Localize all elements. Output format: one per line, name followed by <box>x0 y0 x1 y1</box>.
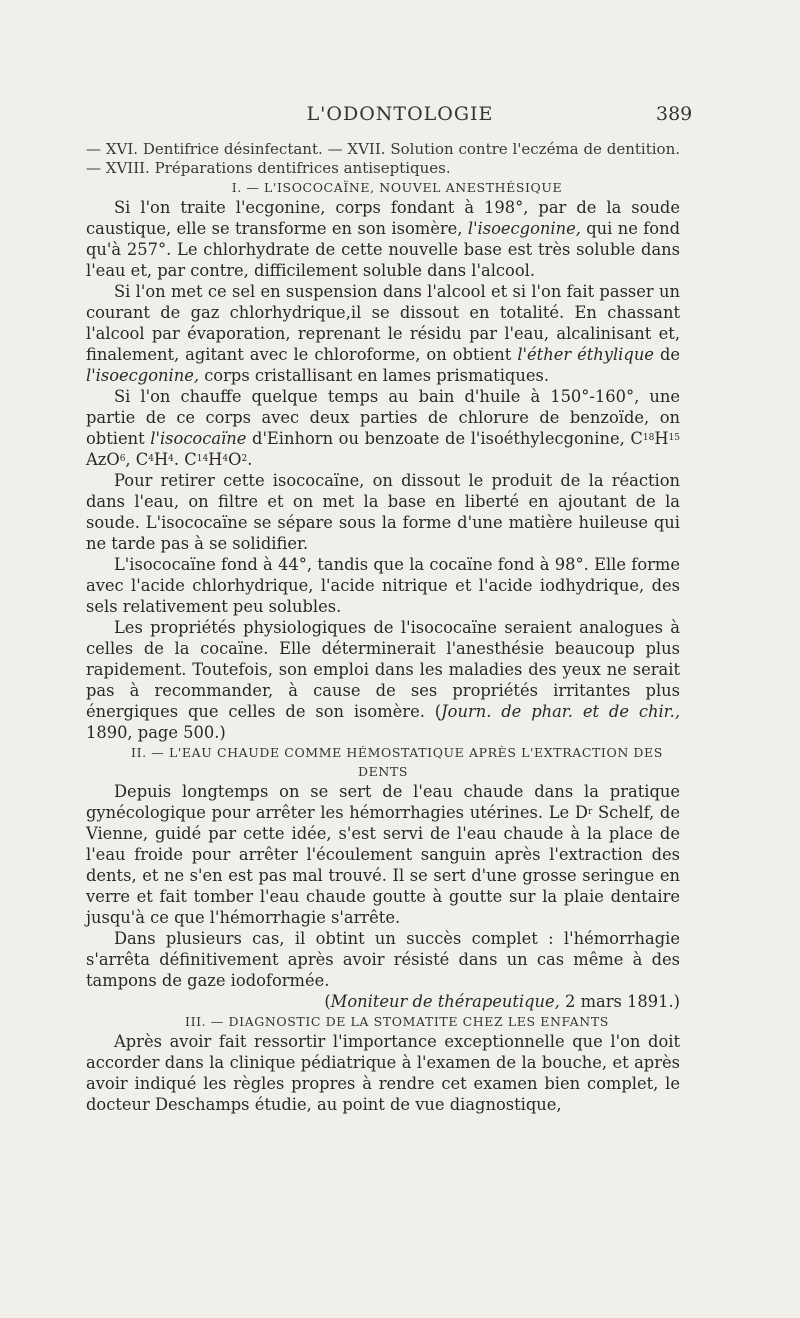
paragraph: Pour retirer cette isococaïne, on dissout le produit de la réaction dans l'eau, on filtre et on met la base en liberté en ajoutant de la soude. L'isococaïne se sépare sous la forme d'une matière huileuse qui ne tarde pas à se solidifier. <box>86 471 680 553</box>
running-header-title: L'ODONTOLOGIE <box>306 103 494 125</box>
citation: (Moniteur de thérapeutique, 2 mars 1891.) <box>324 992 680 1011</box>
page-number: 389 <box>656 103 693 125</box>
page-body <box>86 140 680 1115</box>
toc-continuation: — XVI. Dentifrice désinfectant. — XVII. Solution contre l'eczéma de dentition. — XVIII. Préparations dentifrices antiseptiques. <box>86 140 680 177</box>
paragraph: Dans plusieurs cas, il obtint un succès complet : l'hémorrhagie s'arrêta définitivement après avoir résisté dans un cas même à des tampons de gaze iodoformée. <box>86 929 680 990</box>
paragraph: Après avoir fait ressortir l'importance exceptionnelle que l'on doit accorder dans la clinique pédiatrique à l'examen de la bouche, et après avoir indiqué les règles propres à rendre cet examen bien complet, le docteur Deschamps étudie, au point de vue diagnostique, <box>86 1032 680 1114</box>
paragraph: Si l'on met ce sel en suspension dans l'alcool et si l'on fait passer un courant de gaz chlorhydrique,il se dissout en totalité. En chassant l'alcool par évaporation, reprenant le résidu par l'eau, alcalinisant et, finalement, agitant avec le chloroforme, on obtient l'éther éthylique de l'isoecgonine, corps cristallisant en lames prismatiques. <box>86 282 681 385</box>
paragraph: L'isococaïne fond à 44°, tandis que la cocaïne fond à 98°. Elle forme avec l'acide chlorhydrique, l'acide nitrique et l'acide iodhydrique, des sels relativement peu solubles. <box>86 555 680 616</box>
section-heading-2: II. — L'EAU CHAUDE COMME HÉMOSTATIQUE APRÈS L'EXTRACTION DES DENTS <box>131 745 663 779</box>
paragraph: Les propriétés physiologiques de l'isococaïne seraient analogues à celles de la cocaïne. Elle déterminerait l'anesthésie beaucoup plus rapidement. Toutefois, son emploi dans les maladies des yeux ne serait pas à recommander, à cause de ses propriétés irritantes plus énergiques que celles de son isomère. (Journ. de phar. et de chir., 1890, page 500.) <box>86 618 681 742</box>
section-heading-1: I. — L'ISOCOCAÏNE, NOUVEL ANESTHÉSIQUE <box>231 180 563 195</box>
paragraph: Depuis longtemps on se sert de l'eau chaude dans la pratique gynécologique pour arrêter les hémorrhagies utérines. Le $D^r$ Schelf, de Vienne, guidé par cette idée, s'est servi de l'eau chaude à la place de l'eau froide pour arrêter l'écoulement sanguin après l'extraction des dents, et ne s'en est pas mal trouvé. Il se sert d'une grosse seringue en verre et fait tomber l'eau chaude goutte à goutte sur la plaie dentaire jusqu'à ce que l'hémorrhagie s'arrête. <box>86 782 680 927</box>
section-heading-3: III. — DIAGNOSTIC DE LA STOMATITE CHEZ LES ENFANTS <box>185 1014 609 1029</box>
paragraph: Si l'on chauffe quelque temps au bain d'huile à 150°-160°, une partie de ce corps avec deux parties de chlorure de benzoïde, on obtient l'isococaïne d'Einhorn ou benzoate de l'isoéthylecgonine, $C^{18}H^{15}$ AzO$^6$, $C^4H^4$. $C^{14}H^4O^2$. <box>86 387 680 469</box>
paragraph: Si l'on traite l'ecgonine, corps fondant à 198°, par de la soude caustique, elle se transforme en son isomère, l'isoecgonine, qui ne fond qu'à 257°. Le chlorhydrate de cette nouvelle base est très soluble dans l'eau et, par contre, difficilement soluble dans l'alcool. <box>86 198 680 280</box>
